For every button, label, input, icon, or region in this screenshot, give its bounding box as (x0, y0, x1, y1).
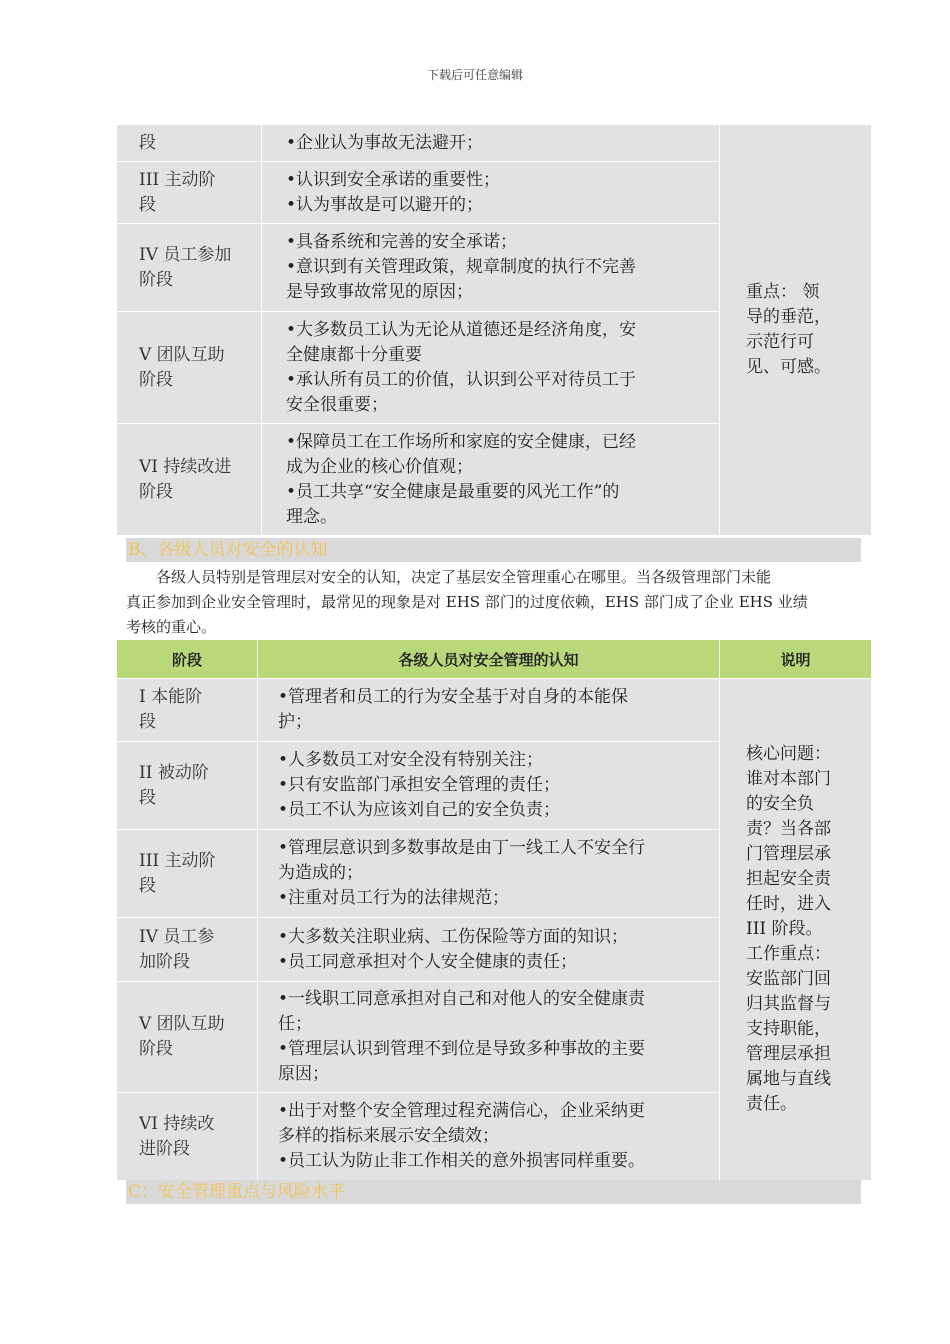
table-row (117, 125, 872, 162)
description-cell: •出于对整个安全管理过程充满信心，企业采纳更 多样的指标来展示安全绩效； •员工认为防止非工作相关的意外损害同样重要。 (258, 1093, 720, 1181)
column-header-awareness: 各级人员对安全管理的认知 (258, 640, 720, 679)
note-cell: 核心问题： 谁对本部门 的安全负 责？当各部 门管理层承 担起安全责 任时，进入 III 阶段。 工作重点： 安监部门回 归其监督与 支持职能， 管理层承担 属地与直线 责任。 (720, 679, 872, 1181)
description-cell: •保障员工在工作场所和家庭的安全健康，已经 成为企业的核心价值观； •员工共享“安全健康是最重要的风光工作”的 理念。 (262, 424, 720, 536)
stage-table-continued (116, 124, 872, 536)
table-row (117, 679, 872, 742)
description-cell: •管理者和员工的行为安全基于对自身的本能保 护； (258, 679, 720, 742)
description-cell: •人多数员工对安全没有特别关注； •只有安监部门承担安全管理的责任； •员工不认为应该刘自己的安全负责； (258, 742, 720, 830)
stage-cell: III 主动阶 段 (117, 830, 258, 918)
column-header-stage: 阶段 (117, 640, 258, 679)
note-cell: 重点： 领 导的垂范， 示范行可 见、可感。 (720, 125, 872, 536)
stage-cell: V 团队互助 阶段 (117, 312, 262, 424)
column-header-note: 说明 (720, 640, 872, 679)
section-b-paragraph: 各级人员特别是管理层对安全的认知，决定了基层安全管理重心在哪里。当各级管理部门未能 真正参加到企业安全管理时，最常见的现象是对 EHS 部门的过度依赖，EHS 部门成了企业 EHS 业绩 考核的重心。 (126, 568, 808, 636)
description-cell: •具备系统和完善的安全承诺； •意识到有关管理政策，规章制度的执行不完善 是导致事故常见的原因； (262, 224, 720, 312)
table-header-row (117, 640, 872, 679)
stage-cell: V 团队互助 阶段 (117, 982, 258, 1093)
description-cell: •大多数员工认为无论从道德还是经济角度，安 全健康都十分重要 •承认所有员工的价值，认识到公平对待员工于 安全很重要； (262, 312, 720, 424)
stage-cell: 段 (117, 125, 262, 162)
section-heading-c: C：安全管理重点与风险水平 (126, 1180, 861, 1204)
stage-cell: II 被动阶 段 (117, 742, 258, 830)
stage-cell: III 主动阶 段 (117, 162, 262, 224)
description-cell: •一线职工同意承担对自己和对他人的安全健康责 任； •管理层认识到管理不到位是导致多种事故的主要 原因； (258, 982, 720, 1093)
description-cell: •认识到安全承诺的重要性； •认为事故是可以避开的； (262, 162, 720, 224)
description-cell: •管理层意识到多数事故是由丁一线工人不安全行 为造成的； •注重对员工行为的法律规范； (258, 830, 720, 918)
stage-cell: VI 持续改进 阶段 (117, 424, 262, 536)
awareness-table (116, 639, 872, 1181)
section-heading-b: B、各级人员对安全的认知 (126, 538, 861, 562)
description-cell: •企业认为事故无法避开； (262, 125, 720, 162)
stage-cell: IV 员工参加 阶段 (117, 224, 262, 312)
stage-cell: I 本能阶 段 (117, 679, 258, 742)
stage-cell: IV 员工参 加阶段 (117, 918, 258, 982)
page-header: 下载后可任意编辑 (426, 68, 523, 82)
stage-cell: VI 持续改 进阶段 (117, 1093, 258, 1181)
description-cell: •大多数关注职业病、工伤保险等方面的知识； •员工同意承担对个人安全健康的责任； (258, 918, 720, 982)
